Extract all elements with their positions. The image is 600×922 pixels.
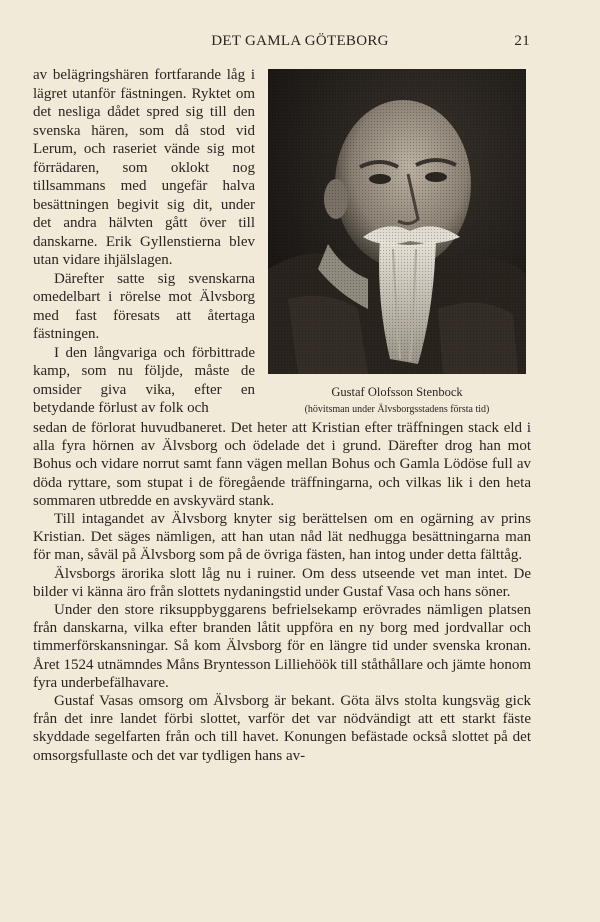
caption-subtitle: (hövitsman under Älvsborgsstadens första tid) xyxy=(304,404,490,415)
paragraph: Älvsborgs ärorika slott låg nu i ruiner. Om dess utseende vet man intet. De bilder vi känna äro från slottets nydaningstid under Gustaf Vasa och hans söner. xyxy=(33,565,531,600)
portrait-illustration xyxy=(268,69,526,374)
page-number: 21 xyxy=(514,33,530,49)
running-header xyxy=(0,33,600,53)
paragraph: av belägringshären fortfarande låg i lägret utanför fästningen. Ryktet om det nesliga dådet spred sig till den svenska hären, som då stod vid Lerum, och raseriet vände sig mot förrädaren, som oklokt nog tillsammans med ungefär halva besättningen begivit sig dit, under det andra hälvten gått över till danskarne. Erik Gyllenstierna blev utan vidare ihjälslagen. xyxy=(33,67,255,268)
paragraph: I den långvariga och förbittrade kamp, som nu följde, måste de omsider giva vika, efter en betydande förlust av folk och xyxy=(33,344,255,416)
full-width-text xyxy=(33,419,531,765)
caption-title: Gustaf Olofsson Stenbock xyxy=(331,385,463,399)
portrait-image xyxy=(268,69,526,374)
paragraph: Gustaf Vasas omsorg om Älvsborg är bekant. Göta älvs stolta kungsväg gick från det inre landet förbi slottet, varför det var nödvändigt att ett starkt fäste skyddade segelfarten från och till havet. Konungen befästade också slottet på det omsorgsfullaste och det var tydligen hans av- xyxy=(33,693,531,764)
left-text-column xyxy=(33,66,255,418)
paragraph: Till intagandet av Älvsborg knyter sig berättelsen om en ogärning av prins Kristian. Det säges nämligen, att han utan nåd lät nedhugga besättningarna man för man, såväl på Älvsborg som på de övriga fästen, han intog under detta fälttåg. xyxy=(33,511,531,564)
running-title: DET GAMLA GÖTEBORG xyxy=(211,33,389,49)
paragraph: sedan de förlorat huvudbaneret. Det heter att Kristian efter träffningen stack eld i alla fyra hörnen av Älvsborg och ödelade det i grund. Därefter drog han mot Bohus och vidare norrut samt fann vägen mellan Bohus och Gamla Lödöse full av döda ryttare, som stupat i de föregående träffningarna, och vilkas lik i den heta sommaren utbredde en avskyvärd stank. xyxy=(33,420,531,509)
figure-caption xyxy=(260,384,534,417)
paragraph: Därefter satte sig svenskarna omedelbart i rörelse mot Älvsborg med fast föresats att återtaga fästningen. xyxy=(33,270,255,342)
paragraph: Under den store riksuppbyggarens befrielsekamp erövrades nämligen platsen från danskarna, vilka efter branden låtit uppföra en ny borg med jordvallar och timmerförskansningar. Så kom Älvsborg för en längre tid under svenska kronan. Året 1524 utnämndes Måns Bryntesson Lilliehöök till ståthållare och jämte honom fyra underbefälhavare. xyxy=(33,602,531,691)
